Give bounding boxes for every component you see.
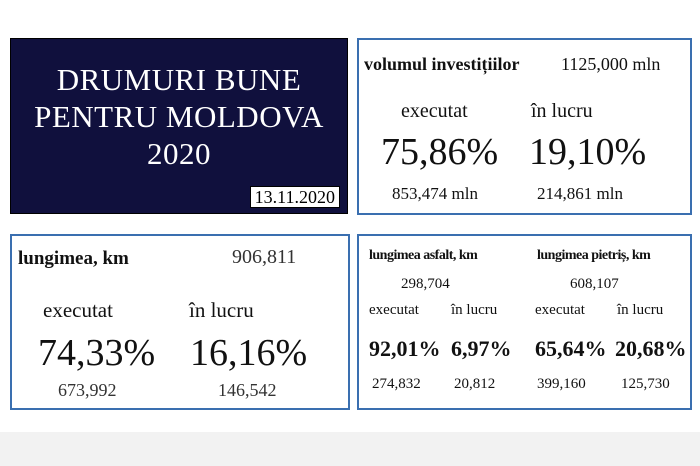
gravel-label: lungimea pietriș, km [537, 248, 651, 263]
title-line-2: PENTRU MOLDOVA [34, 99, 324, 134]
asphalt-in-progress-value: 20,812 [454, 376, 496, 392]
length-panel [10, 234, 350, 410]
investments-executed-label: executat [401, 100, 468, 122]
length-label: lungimea, km [18, 248, 129, 269]
title-line-3: 2020 [147, 136, 211, 171]
asphalt-executed-label: executat [369, 302, 419, 318]
page-title [11, 61, 347, 172]
date-badge: 13.11.2020 [250, 186, 340, 208]
length-in-progress-percent: 16,16% [190, 332, 308, 374]
gravel-executed-label: executat [535, 302, 585, 318]
asphalt-executed-percent: 92,01% [369, 336, 441, 361]
asphalt-total: 298,704 [401, 276, 450, 292]
gravel-in-progress-percent: 20,68% [615, 336, 687, 361]
bottom-background-strip [0, 432, 700, 466]
title-panel [10, 38, 348, 214]
investments-executed-percent: 75,86% [381, 131, 499, 173]
gravel-in-progress-value: 125,730 [621, 376, 670, 392]
investments-in-progress-value: 214,861 mln [537, 184, 623, 203]
investments-panel [357, 38, 692, 215]
length-total: 906,811 [232, 246, 297, 268]
investments-in-progress-percent: 19,10% [529, 131, 647, 173]
title-line-1: DRUMURI BUNE [56, 62, 302, 97]
asphalt-label: lungimea asfalt, km [369, 248, 478, 263]
surface-breakdown-panel [357, 234, 692, 410]
investments-in-progress-label: în lucru [531, 100, 593, 122]
investments-total: 1125,000 mln [561, 54, 661, 74]
asphalt-in-progress-percent: 6,97% [451, 336, 512, 361]
length-executed-percent: 74,33% [38, 332, 156, 374]
asphalt-executed-value: 274,832 [372, 376, 421, 392]
length-in-progress-label: în lucru [189, 298, 254, 322]
gravel-executed-value: 399,160 [537, 376, 586, 392]
asphalt-in-progress-label: în lucru [451, 302, 498, 318]
gravel-executed-percent: 65,64% [535, 336, 607, 361]
investments-executed-value: 853,474 mln [392, 184, 478, 203]
length-in-progress-value: 146,542 [218, 380, 277, 400]
length-executed-value: 673,992 [58, 380, 117, 400]
gravel-total: 608,107 [570, 276, 619, 292]
length-executed-label: executat [43, 298, 113, 322]
gravel-in-progress-label: în lucru [617, 302, 664, 318]
investments-label: volumul investițiilor [364, 54, 520, 74]
